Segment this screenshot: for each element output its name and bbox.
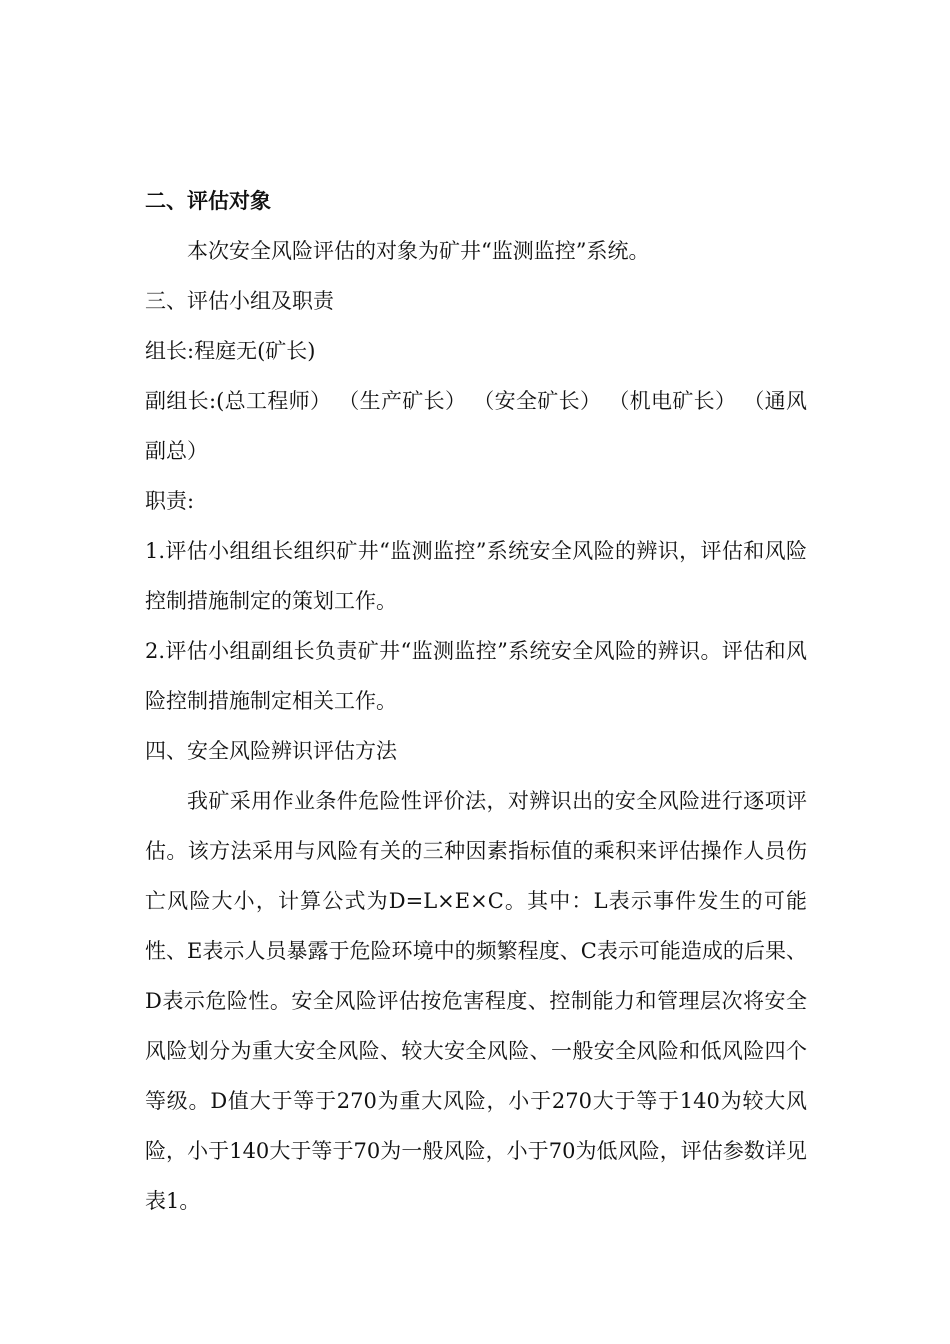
section-4-body: 我矿采用作业条件危险性评价法，对辨识出的安全风险进行逐项评估。该方法采用与风险有关的三种因素指标值的乘积来评估操作人员伤亡风险大小，计算公式为D=L×E×C。其中：L表示事件发生的可能性、E表示人员暴露于危险环境中的频繁程度、C表示可能造成的后果、D表示危险性。安全风险评估按危害程度、控制能力和管理层次将安全风险划分为重大安全风险、较大安全风险、一般安全风险和低风险四个等级。D值大于等于270为重大风险，小于270大于等于140为较大风险，小于140大于等于70为一般风险，小于70为低风险，评估参数详见表1。 — [145, 789, 807, 1213]
duties-label: 职责: — [145, 489, 195, 513]
deputy-leader-line: 副组长:(总工程师） （生产矿长） （安全矿长） （机电矿长） （通风副总） — [145, 389, 807, 463]
team-leader-line: 组长:程庭无(矿长) — [145, 339, 316, 363]
duty-item-2: 2.评估小组副组长负责矿井“监测监控”系统安全风险的辨识。评估和风险控制措施制定相关工作。 — [145, 639, 807, 713]
section-4-heading: 四、安全风险辨识评估方法 — [145, 739, 397, 763]
section-2-heading: 二、评估对象 — [145, 188, 271, 213]
section-2-body: 本次安全风险评估的对象为矿井“监测监控”系统。 — [187, 239, 650, 263]
document-page — [145, 176, 807, 1226]
duty-item-1: 1.评估小组组长组织矿井“监测监控”系统安全风险的辨识，评估和风险控制措施制定的策划工作。 — [145, 539, 807, 613]
section-3-heading: 三、评估小组及职责 — [145, 289, 334, 313]
